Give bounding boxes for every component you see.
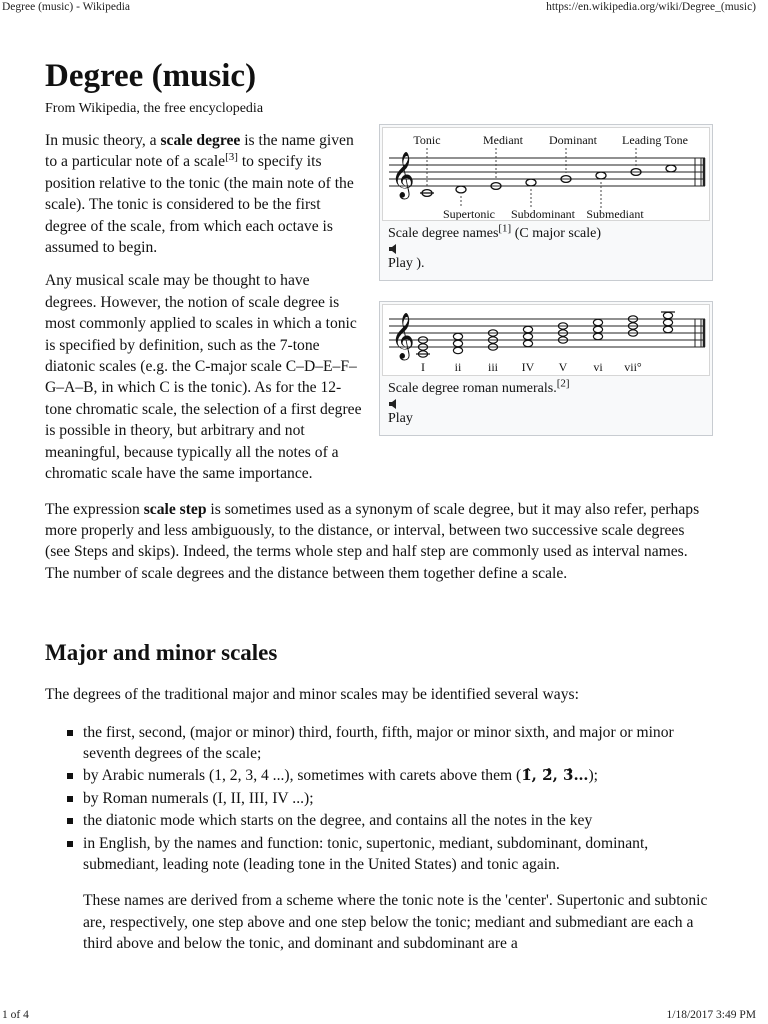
term-scale-step: scale step	[143, 500, 207, 518]
reference-link[interactable]: [1]	[498, 222, 512, 235]
staff-scale-degree-names	[383, 128, 709, 220]
staff-roman-numerals	[383, 305, 709, 375]
label-supertonic: Supertonic	[443, 207, 495, 220]
speaker-icon[interactable]	[388, 243, 400, 255]
play-link[interactable]: Play	[388, 411, 413, 426]
figure-roman-numerals	[379, 301, 713, 436]
text-span: to specify its position relative to the tonic (the main note of the scale). The tonic is considered to be the first degree of the scale, from which each octave is assumed to begin.	[45, 153, 354, 257]
numeral-6: vi	[593, 360, 603, 374]
paragraph-scale-step	[45, 499, 713, 585]
treble-clef-icon: 𝄞	[391, 313, 415, 359]
caption-text: (C major scale)	[511, 226, 602, 241]
article-content	[45, 56, 713, 955]
page-subtitle: From Wikipedia, the free encyclopedia	[45, 101, 264, 116]
caption-text: Scale degree names	[388, 226, 499, 241]
speaker-icon[interactable]	[388, 398, 400, 410]
print-header-url[interactable]: https://en.wikipedia.org/wiki/Degree_(music)	[546, 1, 756, 13]
label-leading-tone: Leading Tone	[622, 133, 688, 147]
degree-identification-list	[45, 722, 713, 876]
text-span: is sometimes used as a synonym of scale degree, but it may also refer, perhaps more properly and less ambiguously, to the distance, or interval, between two successive scale degrees (see Steps and skips). Indeed, the terms whole step and half step are commonly used as interval names. The number of scale degrees and the distance between them together define a scale.	[45, 500, 700, 582]
label-dominant: Dominant	[549, 133, 597, 147]
treble-clef-icon: 𝄞	[391, 152, 415, 198]
page-number: 1 of 4	[2, 1009, 29, 1021]
term-scale-degree: scale degree	[160, 132, 241, 149]
figure2-caption	[382, 376, 710, 433]
page-title: Degree (music)	[45, 58, 257, 94]
paragraph-degrees: Any musical scale may be thought to have degrees. However, the notion of scale degree is most commonly applied to scales in which a tonic is specified by definition, such as the 7-tone diatonic scales (e.g. the C-major scale C–D–E–F–G–A–B, in which C is the tonic). As for the 12-tone chromatic scale, the selection of a first degree is possible in theory, but arbitrary and not meaningful, because typically all the notes of a chromatic scale have the same importance.	[45, 272, 362, 483]
caption-text: ).	[412, 256, 425, 271]
text-span: The expression	[45, 500, 144, 518]
label-subdominant: Subdominant	[510, 207, 576, 220]
section-intro: The degrees of the traditional major and minor scales may be identified several ways:	[45, 686, 579, 704]
caption-text: Scale degree roman numerals.	[388, 381, 557, 396]
figure1-caption	[382, 221, 710, 278]
text-span: In music theory, a	[45, 132, 161, 149]
list-item: by Roman numerals (I, II, III, IV ...);	[83, 788, 713, 809]
numeral-7: vii°	[624, 360, 642, 374]
reference-link[interactable]: [2]	[556, 377, 570, 390]
print-datetime: 1/18/2017 3:49 PM	[666, 1009, 756, 1021]
label-mediant: Mediant	[483, 133, 523, 147]
numeral-2: ii	[454, 360, 462, 374]
print-footer	[0, 1008, 768, 1022]
paragraph-names-derivation: These names are derived from a scheme where the tonic note is the 'center'. Supertonic and subtonic are, respectively, one step above and one step below the tonic; mediant and submediant are each a third above and below the tonic, and dominant and subdominant are a	[83, 892, 708, 953]
play-link[interactable]: Play	[388, 256, 413, 271]
numeral-3: iii	[487, 360, 499, 374]
figure-scale-degree-names	[379, 124, 713, 281]
print-header	[0, 0, 768, 14]
text-span: is the name given to a particular note of a scale	[45, 132, 354, 171]
numeral-4: IV	[521, 360, 535, 374]
reference-link[interactable]: [3]	[225, 151, 238, 164]
section-heading-major-minor: Major and minor scales	[45, 640, 278, 666]
list-item: in English, by the names and function: tonic, supertonic, mediant, subdominant, dominant, submediant, leading note (leading tone in the United States) and tonic again.	[83, 833, 713, 876]
list-item: the diatonic mode which starts on the degree, and contains all the notes in the key	[83, 810, 713, 831]
text-span: by Arabic numerals (1, 2, 3, 4 ...), sometimes with carets above them (	[83, 767, 522, 785]
list-item: the first, second, (major or minor) third, fourth, fifth, major or minor sixth, and major or minor seventh degrees of the scale;	[83, 722, 713, 765]
caret-numerals: 1̂, 2̂, 3̂…	[521, 766, 589, 785]
label-tonic: Tonic	[413, 133, 441, 147]
print-header-title: Degree (music) - Wikipedia	[2, 1, 131, 13]
list-item	[83, 765, 713, 786]
label-submediant: Submediant	[586, 207, 644, 220]
numeral-5: V	[558, 360, 568, 374]
text-span: );	[588, 767, 598, 785]
numeral-1: I	[421, 360, 425, 374]
